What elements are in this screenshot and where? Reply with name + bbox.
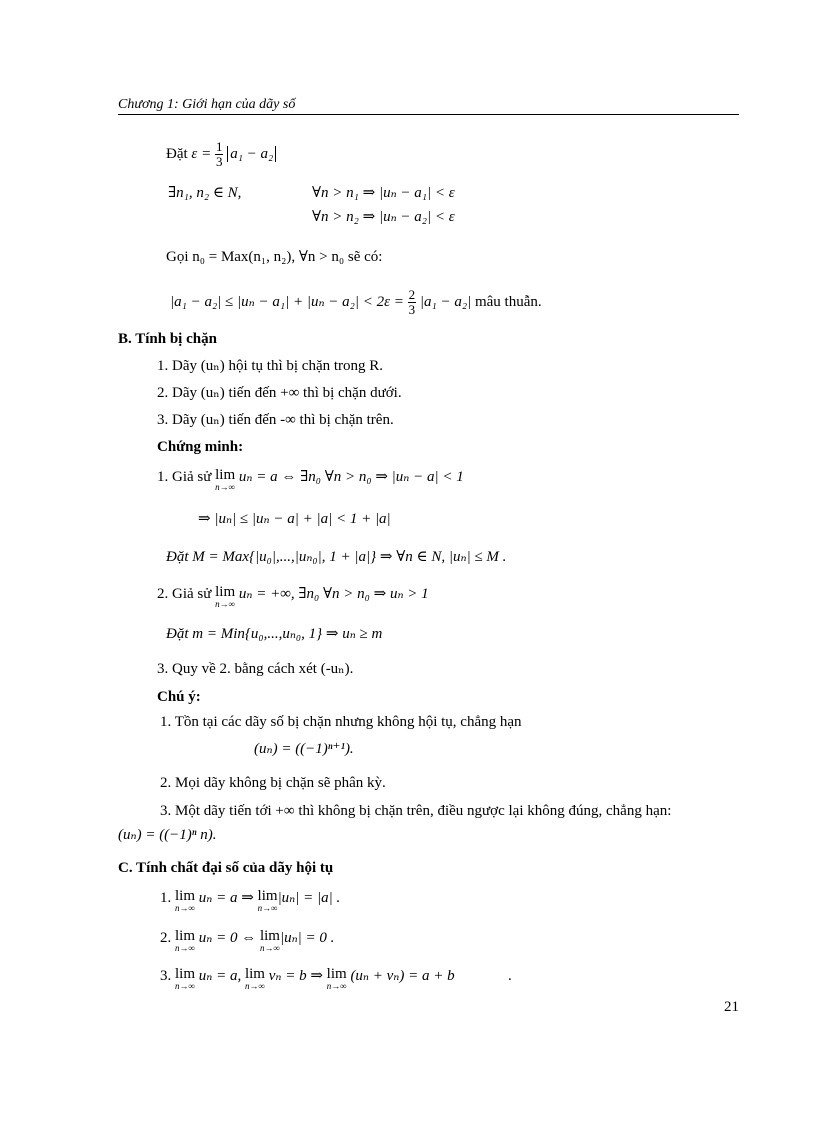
dat-epsilon-line: Đặt ε = $\frac{1}{3}$ a₁ − a₂ bbox=[166, 140, 276, 169]
proof-2-line-1: 2. Giả sử lim n→∞ uₙ = +∞, ∃n₀ ∀n > n₀ ⇒ uₙ > 1 bbox=[157, 584, 429, 609]
note-2: 2. Mọi dãy không bị chặn sẽ phân kỳ. bbox=[160, 775, 386, 791]
proof-2-line-2: Đặt m = Min{u₀,...,uₙ₀, 1} ⇒ uₙ ≥ m bbox=[166, 626, 383, 642]
note-3-formula: (uₙ) = ((−1)ⁿ n). bbox=[118, 827, 217, 843]
proof-1-line-1: 1. Giả sử lim n→∞ uₙ = a ⇔ ∃n₀ ∀n > n₀ ⇒ |uₙ − a| < 1 bbox=[157, 467, 464, 492]
condition-1: ∀n > n₁ ⇒ |uₙ − a₁| < ε bbox=[312, 185, 455, 201]
note-1-formula: (uₙ) = ((−1)ⁿ⁺¹). bbox=[254, 741, 354, 757]
proof-title: Chứng minh: bbox=[157, 439, 244, 455]
section-b-title: B. Tính bị chặn bbox=[118, 331, 217, 347]
one-third-fraction: $\frac{1}{3}$ bbox=[215, 139, 223, 169]
chapter-header: Chương 1: Giới hạn của dãy số bbox=[118, 97, 296, 112]
inequality-line: |a₁ − a₂| ≤ |uₙ − a₁| + |uₙ − a₂| < 2ε = $\frac{2}{3}$ |a₁ − a₂| mâu thuẫn. bbox=[170, 287, 542, 317]
proof-1-line-2: ⇒ |uₙ| ≤ |uₙ − a| + |a| < 1 + |a| bbox=[198, 511, 391, 527]
c-item-3-period: . bbox=[508, 968, 512, 984]
proof-3: 3. Quy về 2. bằng cách xét (-uₙ). bbox=[157, 661, 354, 677]
note-title: Chú ý: bbox=[157, 689, 201, 705]
c-item-1: 1. lim n→∞ uₙ = a ⇒ lim n→∞ |uₙ| = |a| . bbox=[160, 888, 341, 913]
b-item-1: 1. Dãy (uₙ) hội tụ thì bị chặn trong R. bbox=[157, 358, 384, 374]
exists-n1-n2: ∃n₁, n₂ ∈ N, bbox=[168, 185, 242, 201]
condition-2: ∀n > n₂ ⇒ |uₙ − a₂| < ε bbox=[312, 209, 455, 225]
c-item-2: 2. lim n→∞ uₙ = 0 ⇔ lim n→∞ |uₙ| = 0 . bbox=[160, 928, 335, 953]
c-item-3: 3. lim n→∞ uₙ = a, lim n→∞ vₙ = b ⇒ lim n→∞ (uₙ + vₙ) = a + b bbox=[160, 966, 455, 991]
b-item-2: 2. Dãy (uₙ) tiến đến +∞ thì bị chặn dưới. bbox=[157, 385, 402, 401]
b-item-3: 3. Dãy (uₙ) tiến đến -∞ thì bị chặn trên. bbox=[157, 412, 394, 428]
page-number: 21 bbox=[724, 999, 739, 1015]
goi-line: Gọi n₀ = Max(n₁, n₂), ∀n > n₀ sẽ có: bbox=[166, 249, 383, 265]
proof-1-line-3: Đặt M = Max{|u₀|,...,|uₙ₀|, 1 + |a|} ⇒ ∀n ∈ N, |uₙ| ≤ M . bbox=[166, 549, 507, 565]
section-c-title: C. Tính chất đại số của dãy hội tụ bbox=[118, 860, 334, 876]
note-3: 3. Một dãy tiến tới +∞ thì không bị chặn trên, điều ngược lại không đúng, chẳng hạn: bbox=[160, 803, 672, 819]
note-1: 1. Tồn tại các dãy số bị chặn nhưng không hội tụ, chẳng hạn bbox=[160, 714, 522, 730]
header-rule bbox=[118, 114, 739, 115]
two-thirds-fraction: $\frac{2}{3}$ bbox=[408, 287, 416, 317]
